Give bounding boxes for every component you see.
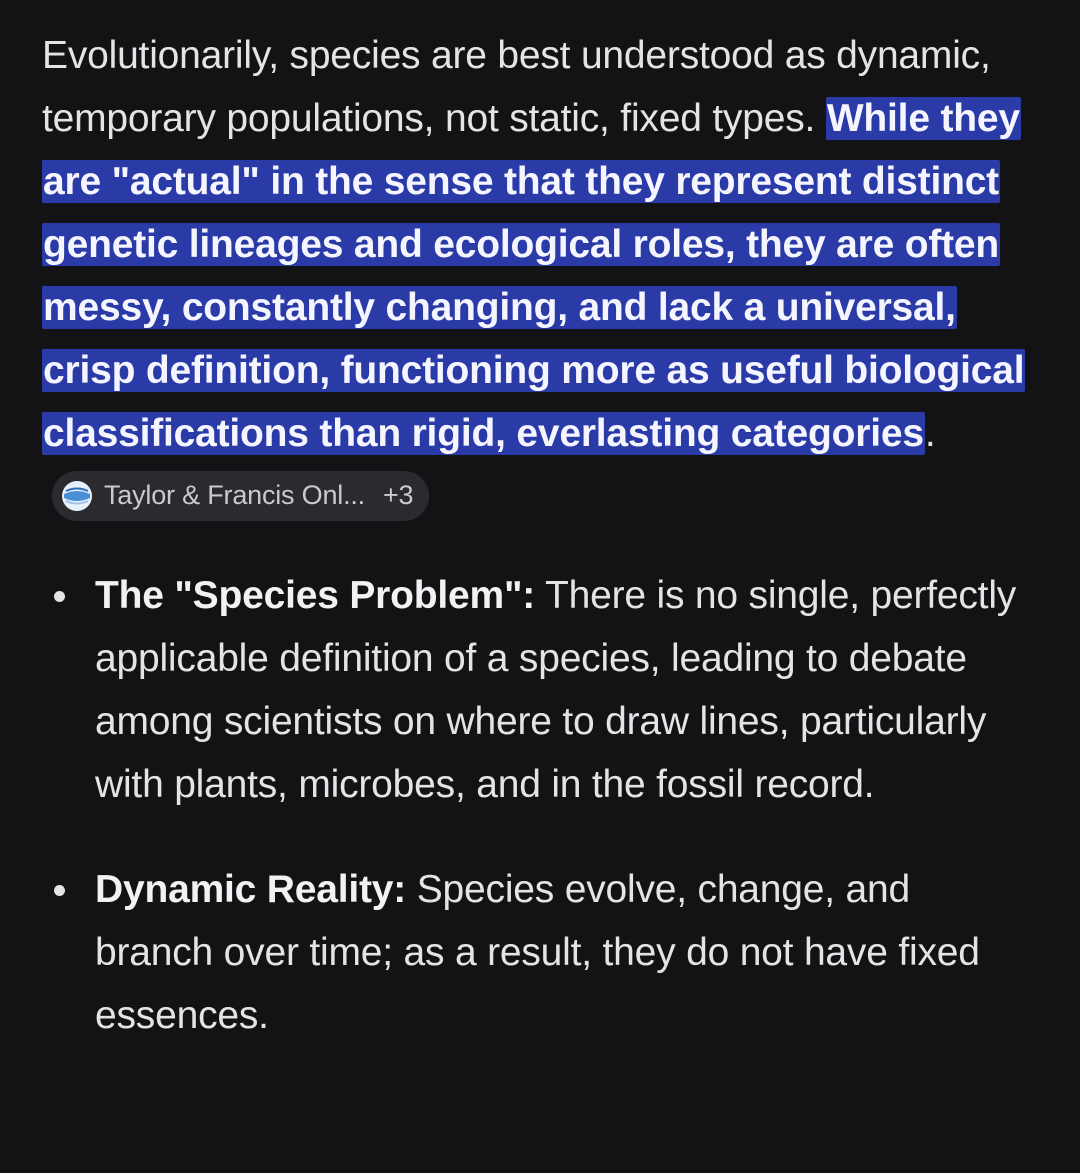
globe-icon (60, 479, 94, 513)
highlighted-text[interactable]: While they are "actual" in the sense that they represent distinct genetic lineages and ecological roles, they are often messy, constantly changing, and lack a universal, crisp definition, functioning more as useful biological classifications than rigid, everlasting categories (43, 97, 1025, 455)
list-item (42, 858, 1032, 1047)
summary-lead-text: Evolutionarily, species are best understood as dynamic, temporary populations, not static, fixed types. (42, 34, 991, 140)
bullet-text: There is no single, perfectly applicable definition of a species, leading to debate among scientists on where to draw lines, particularly with plants, microbes, and in the fossil record. (95, 574, 1017, 806)
response-content (42, 24, 1032, 1089)
citation-source: Taylor & Francis Onl... (104, 480, 365, 511)
bullet-list (42, 564, 1032, 1047)
bullet-dot-icon (54, 591, 65, 602)
summary-paragraph (42, 24, 1032, 528)
bullet-text: Species evolve, change, and branch over time; as a result, they do not have fixed essences. (95, 868, 980, 1037)
bullet-term: The "Species Problem": (95, 574, 536, 617)
end-punctuation: . (924, 412, 936, 455)
citation-more-count: +3 (382, 480, 414, 511)
bullet-term: Dynamic Reality: (95, 868, 407, 911)
citation-chip[interactable] (52, 471, 429, 521)
list-item (42, 564, 1032, 816)
bullet-dot-icon (54, 885, 65, 896)
